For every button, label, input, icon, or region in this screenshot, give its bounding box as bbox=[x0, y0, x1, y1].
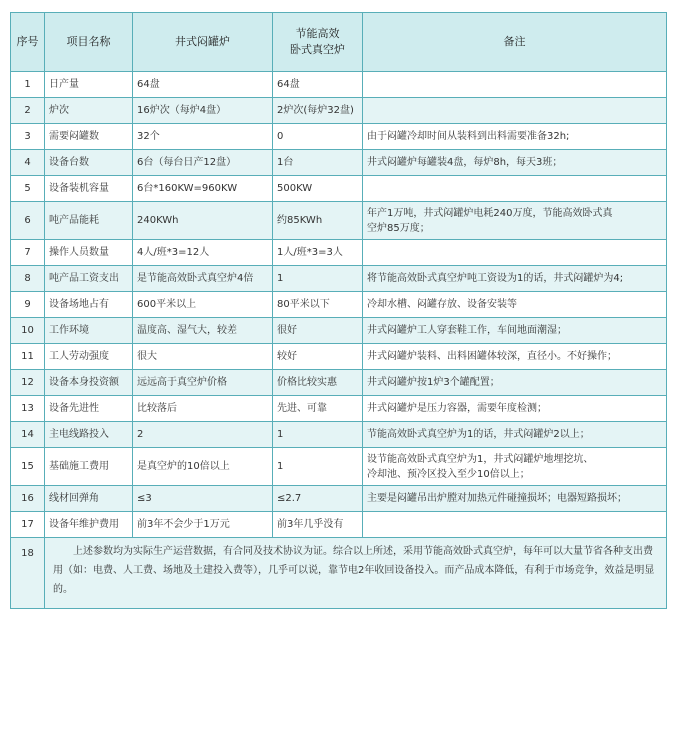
row-remark bbox=[363, 240, 667, 266]
table-row bbox=[11, 266, 667, 292]
row-no: 15 bbox=[11, 448, 45, 486]
row-item: 设备先进性 bbox=[45, 396, 133, 422]
table-row bbox=[11, 318, 667, 344]
table-row bbox=[11, 370, 667, 396]
row-energy: 较好 bbox=[273, 344, 363, 370]
row-energy: 1台 bbox=[273, 150, 363, 176]
row-energy: 2炉次(每炉32盘) bbox=[273, 98, 363, 124]
header-energy-furnace-label: 节能高效 卧式真空炉 bbox=[290, 27, 345, 56]
row-well: 温度高、湿气大，较差 bbox=[133, 318, 273, 344]
summary-no: 18 bbox=[11, 538, 45, 609]
row-item: 吨产品能耗 bbox=[45, 202, 133, 240]
row-energy: 价格比较实惠 bbox=[273, 370, 363, 396]
row-energy: 前3年几乎没有 bbox=[273, 512, 363, 538]
row-item: 工作环境 bbox=[45, 318, 133, 344]
row-no: 6 bbox=[11, 202, 45, 240]
row-no: 5 bbox=[11, 176, 45, 202]
row-well: 32个 bbox=[133, 124, 273, 150]
row-no: 16 bbox=[11, 486, 45, 512]
row-remark: 节能高效卧式真空炉为1的话，井式闷罐炉2以上； bbox=[363, 422, 667, 448]
table-row bbox=[11, 448, 667, 486]
row-item: 工人劳动强度 bbox=[45, 344, 133, 370]
table-row bbox=[11, 486, 667, 512]
header-no: 序号 bbox=[11, 13, 45, 72]
summary-row bbox=[11, 538, 667, 609]
row-no: 10 bbox=[11, 318, 45, 344]
header-item: 项目名称 bbox=[45, 13, 133, 72]
row-energy: ≤2.7 bbox=[273, 486, 363, 512]
comparison-table-container bbox=[10, 12, 666, 609]
header-energy-furnace bbox=[273, 13, 363, 72]
row-remark: 井式闷罐炉是压力容器，需要年度检测； bbox=[363, 396, 667, 422]
row-well: 2 bbox=[133, 422, 273, 448]
row-well: ≤3 bbox=[133, 486, 273, 512]
row-energy: 1 bbox=[273, 266, 363, 292]
row-well: 6台*160KW=960KW bbox=[133, 176, 273, 202]
row-item: 吨产品工资支出 bbox=[45, 266, 133, 292]
row-well: 是节能高效卧式真空炉4倍 bbox=[133, 266, 273, 292]
table-row bbox=[11, 98, 667, 124]
row-item: 操作人员数量 bbox=[45, 240, 133, 266]
header-remark: 备注 bbox=[363, 13, 667, 72]
row-energy: 64盘 bbox=[273, 72, 363, 98]
row-no: 11 bbox=[11, 344, 45, 370]
row-energy: 0 bbox=[273, 124, 363, 150]
row-well: 6台（每台日产12盘） bbox=[133, 150, 273, 176]
row-energy: 80平米以下 bbox=[273, 292, 363, 318]
row-remark bbox=[363, 202, 667, 240]
row-remark: 主要是闷罐吊出炉膛对加热元件碰撞损坏；电器短路损坏； bbox=[363, 486, 667, 512]
row-energy: 很好 bbox=[273, 318, 363, 344]
row-remark: 由于闷罐冷却时间从装料到出料需要准备32h; bbox=[363, 124, 667, 150]
row-no: 4 bbox=[11, 150, 45, 176]
row-well: 很大 bbox=[133, 344, 273, 370]
row-no: 2 bbox=[11, 98, 45, 124]
row-item: 设备场地占有 bbox=[45, 292, 133, 318]
row-no: 8 bbox=[11, 266, 45, 292]
row-no: 14 bbox=[11, 422, 45, 448]
table-row bbox=[11, 124, 667, 150]
row-energy: 先进、可靠 bbox=[273, 396, 363, 422]
row-energy: 1 bbox=[273, 422, 363, 448]
row-well: 比较落后 bbox=[133, 396, 273, 422]
row-well: 4人/班*3=12人 bbox=[133, 240, 273, 266]
row-well: 远远高于真空炉价格 bbox=[133, 370, 273, 396]
row-energy: 500KW bbox=[273, 176, 363, 202]
row-well: 240KWh bbox=[133, 202, 273, 240]
row-no: 3 bbox=[11, 124, 45, 150]
row-item: 炉次 bbox=[45, 98, 133, 124]
row-remark: 井式闷罐炉每罐装4盘，每炉8h，每天3班； bbox=[363, 150, 667, 176]
row-no: 1 bbox=[11, 72, 45, 98]
row-energy: 1 bbox=[273, 448, 363, 486]
row-no: 7 bbox=[11, 240, 45, 266]
row-item: 线材回弹角 bbox=[45, 486, 133, 512]
row-remark bbox=[363, 176, 667, 202]
row-item: 日产量 bbox=[45, 72, 133, 98]
summary-text: 上述参数均为实际生产运营数据，有合同及技术协议为证。综合以上所述，采用节能高效卧式真空炉，每年可以大量节省各种支出费用（如：电费、人工费、场地及土建投入费等），几乎可以说，靠节电2年收回设备投入。而产品成本降低，有利于市场竞争，效益是明显的。 bbox=[45, 538, 667, 609]
table-row bbox=[11, 344, 667, 370]
row-item: 需要闷罐数 bbox=[45, 124, 133, 150]
row-no: 17 bbox=[11, 512, 45, 538]
row-item: 设备本身投资额 bbox=[45, 370, 133, 396]
row-no: 13 bbox=[11, 396, 45, 422]
row-remark bbox=[363, 98, 667, 124]
table-row bbox=[11, 512, 667, 538]
table-row bbox=[11, 150, 667, 176]
row-remark-text: 年产1万吨，井式闷罐炉电耗240万度，节能高效卧式真 空炉85万度； bbox=[367, 207, 613, 234]
table-row bbox=[11, 396, 667, 422]
row-item: 主电线路投入 bbox=[45, 422, 133, 448]
row-energy: 约85KWh bbox=[273, 202, 363, 240]
row-remark: 冷却水槽、闷罐存放、设备安装等 bbox=[363, 292, 667, 318]
row-remark: 将节能高效卧式真空炉吨工资设为1的话，井式闷罐炉为4; bbox=[363, 266, 667, 292]
row-remark bbox=[363, 72, 667, 98]
row-well: 是真空炉的10倍以上 bbox=[133, 448, 273, 486]
table-row bbox=[11, 176, 667, 202]
table-header-row bbox=[11, 13, 667, 72]
row-remark: 井式闷罐炉工人穿套鞋工作，车间地面潮湿； bbox=[363, 318, 667, 344]
table-row bbox=[11, 422, 667, 448]
table-row bbox=[11, 292, 667, 318]
row-item: 基础施工费用 bbox=[45, 448, 133, 486]
row-no: 12 bbox=[11, 370, 45, 396]
row-remark bbox=[363, 448, 667, 486]
row-well: 16炉次（每炉4盘） bbox=[133, 98, 273, 124]
row-item: 设备台数 bbox=[45, 150, 133, 176]
row-energy: 1人/班*3=3人 bbox=[273, 240, 363, 266]
row-remark: 井式闷罐炉按1炉3个罐配置； bbox=[363, 370, 667, 396]
row-no: 9 bbox=[11, 292, 45, 318]
row-remark-text: 设节能高效卧式真空炉为1，井式闷罐炉地埋挖坑、 冷却池、预冷区投入至少10倍以上； bbox=[367, 453, 594, 480]
row-remark bbox=[363, 512, 667, 538]
row-well: 64盘 bbox=[133, 72, 273, 98]
header-well-furnace: 井式闷罐炉 bbox=[133, 13, 273, 72]
row-well: 前3年不会少于1万元 bbox=[133, 512, 273, 538]
table-row bbox=[11, 202, 667, 240]
comparison-table bbox=[10, 12, 667, 609]
row-item: 设备年维护费用 bbox=[45, 512, 133, 538]
table-row bbox=[11, 240, 667, 266]
row-item: 设备装机容量 bbox=[45, 176, 133, 202]
row-remark: 井式闷罐炉装料、出料困罐体较深，直径小。不好操作； bbox=[363, 344, 667, 370]
table-row bbox=[11, 72, 667, 98]
row-well: 600平米以上 bbox=[133, 292, 273, 318]
